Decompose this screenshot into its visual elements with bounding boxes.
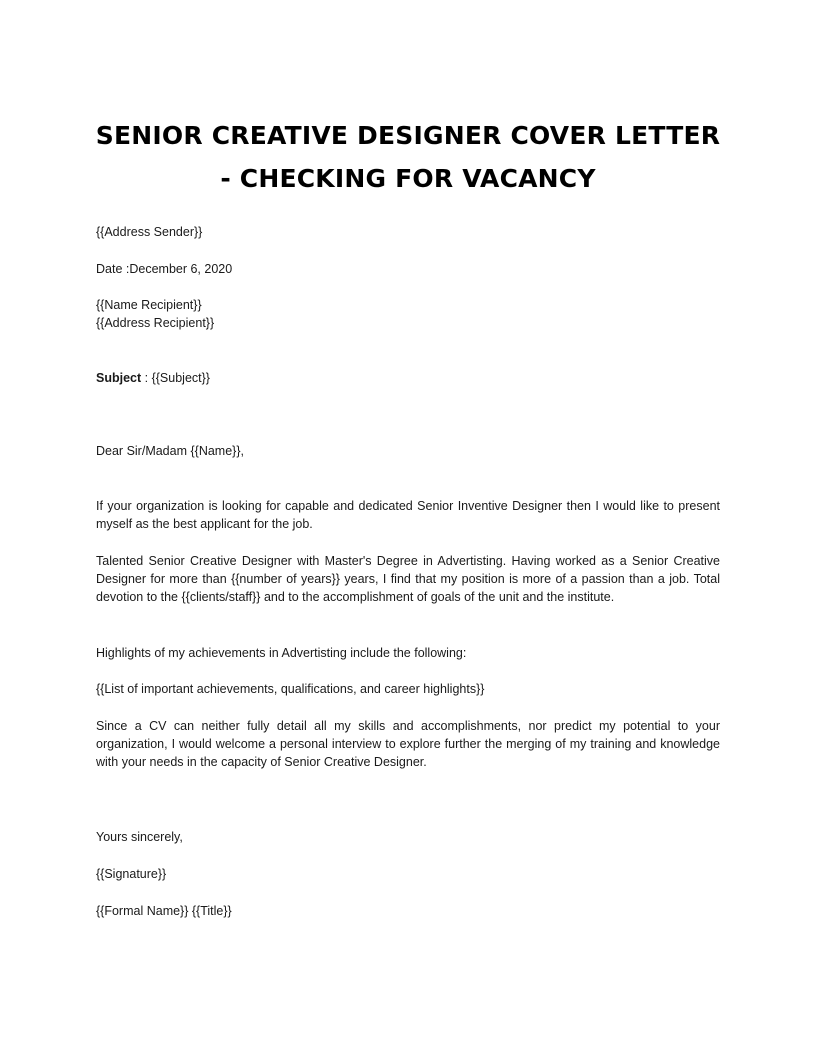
- paragraph-achievements-list: {{List of important achievements, qualifications, and career highlights}}: [96, 682, 485, 696]
- recipient-name: {{Name Recipient}}: [96, 298, 202, 312]
- document-title: [80, 114, 736, 200]
- sender-address: {{Address Sender}}: [96, 225, 203, 239]
- signature-placeholder: {{Signature}}: [96, 867, 167, 881]
- paragraph-highlights-intro: Highlights of my achievements in Advertisting include the following:: [96, 646, 467, 660]
- subject-value: : {{Subject}}: [141, 371, 210, 385]
- paragraph-intro: If your organization is looking for capable and dedicated Senior Inventive Designer then I would like to present myself as the best applicant for the job.: [96, 499, 720, 531]
- salutation: Dear Sir/Madam {{Name}},: [96, 444, 244, 458]
- subject-line: [96, 369, 720, 387]
- formal-name-title: {{Formal Name}} {{Title}}: [96, 904, 232, 918]
- recipient-address: {{Address Recipient}}: [96, 316, 215, 330]
- title-line-2: - CHECKING FOR VACANCY: [220, 164, 596, 193]
- closing: Yours sincerely,: [96, 830, 183, 844]
- subject-label: Subject: [96, 371, 142, 385]
- paragraph-interview-request: Since a CV can neither fully detail all my skills and accomplishments, nor predict my potential to your organization, I would welcome a personal interview to explore further the merging of my training and knowledge with your needs in the capacity of Senior Creative Designer.: [96, 719, 720, 769]
- paragraph-experience: Talented Senior Creative Designer with Master's Degree in Advertisting. Having worked as a Senior Creative Designer for more than {{number of years}} years, I find that my position is more of a passion than a job. Total devotion to the {{clients/staff}} and to the accomplishment of goals of the unit and the institute.: [96, 554, 720, 604]
- title-line-1: SENIOR CREATIVE DESIGNER COVER LETTER: [95, 121, 721, 150]
- letter-date: Date :December 6, 2020: [96, 262, 233, 276]
